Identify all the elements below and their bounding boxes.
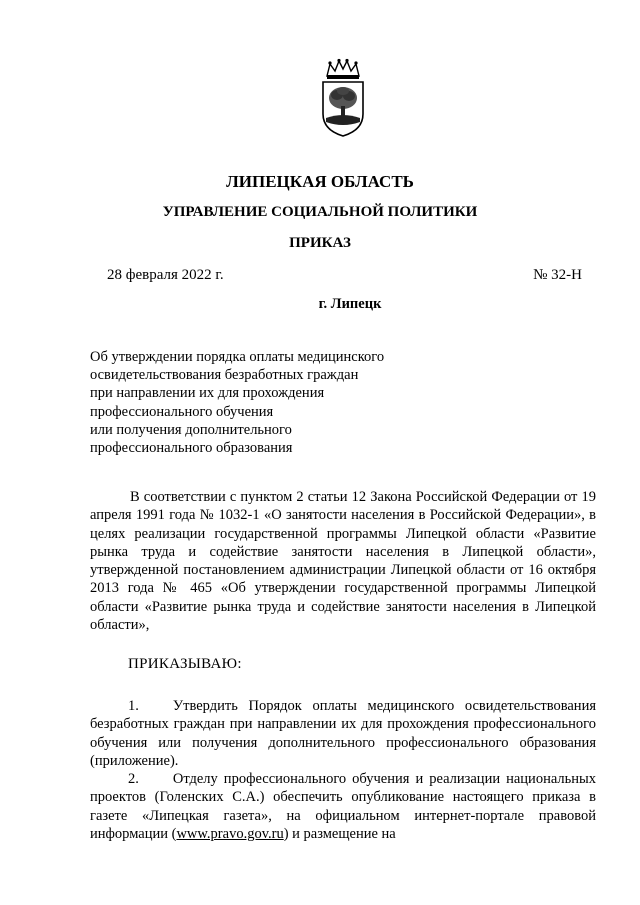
item-text-after: ) и размещение на [283, 826, 396, 843]
order-items [90, 697, 596, 843]
coat-of-arms-emblem [318, 58, 368, 138]
order-item-2 [90, 770, 596, 843]
subject-line: профессионального обучения [90, 403, 274, 420]
document-date: 28 февраля 2022 г. [107, 267, 224, 283]
subject-line: Об утверждении порядка оплаты медицинского [90, 349, 385, 365]
document-number: № 32-Н [533, 267, 582, 283]
document-type: ПРИКАЗ [289, 235, 351, 251]
item-text: Отделу профессионального обучения и реализации национальных проектов (Голенских С.А.) обеспечить опубликование настоящего приказа в газете «Липецкая газета», на официальном интернет-портале правовой информации ( [90, 771, 596, 843]
pravo-link[interactable]: www.pravo.gov.ru [176, 826, 284, 843]
item-number: 1. [128, 698, 139, 714]
document-subject [90, 348, 384, 457]
subject-line: освидетельствования безработных граждан [90, 367, 359, 384]
order-item-1 [90, 697, 596, 770]
subject-line: профессионального образования [90, 440, 293, 457]
orders-word: ПРИКАЗЫВАЮ: [128, 656, 242, 672]
preamble-paragraph: В соответствии с пунктом 2 статьи 12 Закона Российской Федерации от 19 апреля 1991 года № 1032-1 «О занятости населения в Российской Федерации», в целях реализации государственной программы Липецкой области «Развитие рынка труда и содействие занятости населения в Липецкой области», утвержденной постановлением администрации Липецкой области от 16 октября 2013 года № 465 «Об утверждении государственной программы Липецкой области «Развитие рынка труда и содействие занятости населения в Липецкой области», [90, 489, 596, 634]
region-title: ЛИПЕЦКАЯ ОБЛАСТЬ [226, 172, 414, 191]
item-text: Утвердить Порядок оплаты медицинского освидетельствования безработных граждан при направлении их для прохождения профессионального обучения или получения дополнительного профессионального образования (приложение). [90, 698, 596, 769]
department-title: УПРАВЛЕНИЕ СОЦИАЛЬНОЙ ПОЛИТИКИ [162, 204, 478, 220]
item-number: 2. [128, 771, 139, 788]
subject-line: или получения дополнительного [90, 421, 292, 438]
document-city: г. Липецк [318, 296, 382, 312]
subject-line: при направлении их для прохождения [90, 385, 325, 402]
